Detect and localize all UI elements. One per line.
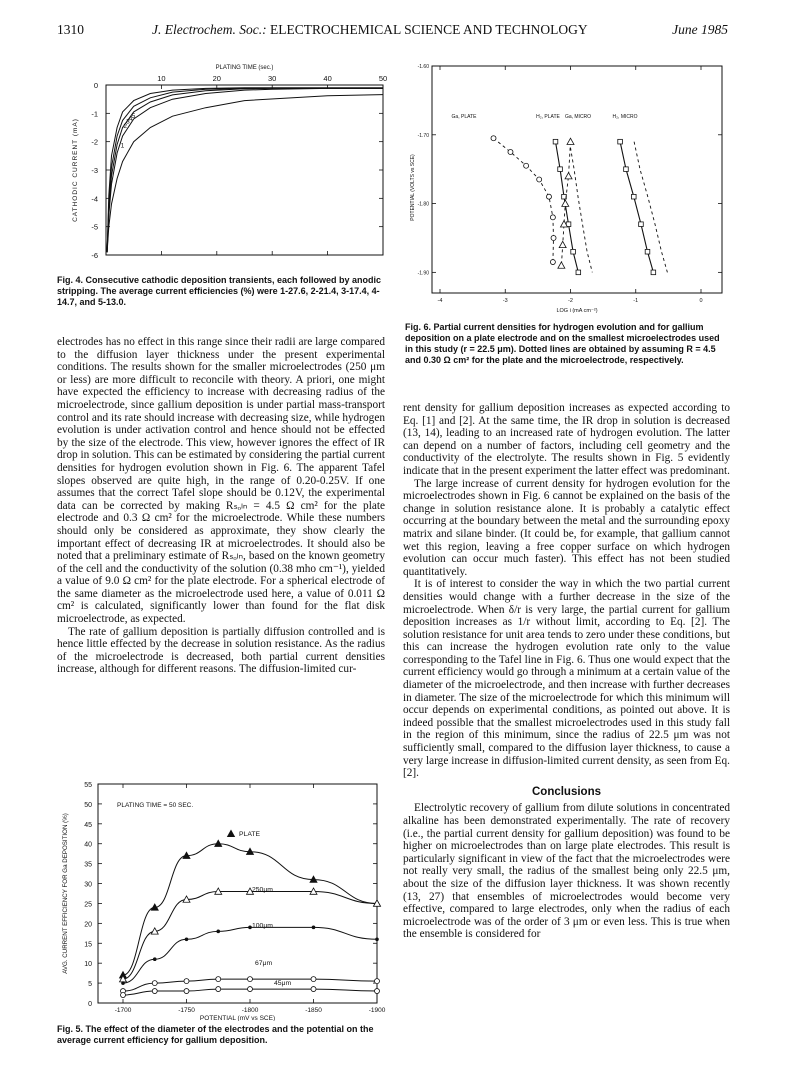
- data-point: [216, 930, 220, 934]
- data-point: [185, 937, 189, 941]
- x-tick-label: 30: [268, 74, 277, 83]
- body-paragraph: The rate of gallium deposition is partially diffusion controlled and is hence little effected by the decrease in solution resistance. As the radius of the microelectrode is decreased, both partial current densities increase, although for different reasons. The diffusion-limited cur-: [57, 625, 385, 676]
- x-tick-label: -4: [437, 298, 443, 304]
- y-tick-label: 0: [93, 81, 98, 90]
- plot-frame: [106, 85, 383, 255]
- data-point: [216, 987, 221, 992]
- y-tick-label: -1.90: [417, 270, 429, 277]
- data-point: [524, 163, 529, 168]
- series-line-corrected: [634, 142, 667, 273]
- y-tick-label: 40: [84, 841, 92, 849]
- data-point: [152, 981, 157, 986]
- data-point: [639, 222, 644, 227]
- data-point: [375, 937, 379, 941]
- x-tick-label: 20: [212, 74, 221, 83]
- chart-title: PLATING TIME (sec.): [215, 65, 274, 71]
- x-tick-label: -1900: [368, 1007, 386, 1014]
- body-paragraph: The large increase of current density for hydrogen evolution for the microelectrodes shown in Fig. 6 cannot be explained on the basis of the change in solution resistance alone. It is probably a catalytic effect occurring at the boundary between the metal and the surrounding epoxy matrix and silane binder. (It could be, for example, that gallium cannot wet this region, leaving a free copper surface on which hydrogen evolution can occur much faster). This effect has not been studied quantitatively.: [403, 477, 730, 578]
- data-point: [153, 957, 157, 961]
- series-line: [123, 927, 377, 983]
- data-point: [121, 993, 126, 998]
- y-tick-label: -1.80: [417, 201, 429, 208]
- body-paragraph: electrodes has no effect in this range since their radii are large compared to the diffusion layer thickness under the present experimental conditions. The results shown for the smaller microelectrodes (250 μm or less) are more difficult to reconcile with theory. A priori, one might have expected the efficiency to increase with decreasing radius of the microelectrode, since gallium deposition is under partial mass-transport control and its rate should increase with decreasing size, while hydrogen evolution is under activation control and hence should not be effected by the size of the electrode. This view, however ignores the effect of IR drop in solution. This can be estimated by considering the partial current densities for hydrogen evolution shown in Fig. 6. The apparent Tafel slopes observed are quite high, in the range of 0.20-0.25V. If one assumes that the correct Tafel slope should be 0.12V, the experimental data can be corrected by making Rₛₒₗₙ = 4.5 Ω cm² for the plate electrode and 0.3 Ω cm² for the microelectrode. While these numbers should only be considered as approximate, they show clearly the important effect of decreasing IR at microelectrodes. It should also be noted that a preliminary estimate of Rₛₒₗₙ, based on the known geometry of the cell and the conductivity of the solution (0.38 mho cm⁻¹), yielded a value of 9.0 Ω cm² for the plate electrode. For a spherical electrode of the same diameter as the microelectrode used here, a value of 0.011 Ω cm² is calculated, significantly lower than found for the flat disk microelectrode, as expected.: [57, 336, 385, 626]
- data-point: [184, 989, 189, 994]
- body-paragraph: Electrolytic recovery of gallium from dilute solutions in concentrated alkaline has been demonstrated experimentally. The rate of recovery (i.e., the partial current density for gallium deposition) was found to be higher on microelectrodes than on large plate electrodes. This result is particularly significant in view of the fact that the microelectrodes were not really very small, the radius of the smallest being only 22.5 μm, about the size of the diffusion layer thickness. It was shown recently (13, 27) that ensembles of microelectrodes would become very effective, compared to large electrodes, only when the radius of each microelectrode was of the order of 3 μm or even less. This is true when the ensemble is considered for: [403, 802, 730, 941]
- plot-frame: [432, 66, 722, 293]
- data-point: [559, 241, 566, 247]
- y-tick-label: 45: [84, 821, 92, 829]
- figure-4-chart: [65, 60, 395, 273]
- data-point: [152, 989, 157, 994]
- data-point: [375, 979, 380, 984]
- x-tick-label: -1850: [305, 1007, 322, 1014]
- figure-6-caption: Fig. 6. Partial current densities for hydrogen evolution and for gallium deposition on a plate electrode and on the smallest microelectrodes used in this study (r = 22.5 μm). Dotted lines are obtained by assuming R = 4.5 and 0.30 Ω cm² for the plate and the microelectrode, respectively.: [405, 322, 720, 365]
- data-point: [311, 987, 316, 992]
- data-point: [567, 138, 574, 144]
- data-point: [121, 981, 125, 985]
- data-point: [558, 262, 565, 268]
- figure-4-caption: Fig. 4. Consecutive cathodic deposition transients, each followed by anodic stripping. The average current efficiencies (%) were 1-27.6, 2-21.4, 3-17.4, 4-14.7, and 5-13.0.: [57, 275, 382, 307]
- data-point: [553, 139, 558, 144]
- x-tick-label: -1800: [241, 1007, 259, 1014]
- y-tick-label: 0: [88, 1001, 92, 1008]
- data-point: [551, 235, 556, 240]
- x-tick-label: -3: [502, 298, 508, 304]
- series-label: 5: [131, 112, 136, 120]
- data-point: [491, 136, 496, 141]
- data-point: [651, 270, 656, 275]
- journal-name: J. Electrochem. Soc.:: [152, 22, 267, 37]
- data-point: [508, 149, 513, 154]
- running-header: [57, 22, 728, 40]
- figure-6-chart: [400, 60, 730, 318]
- y-tick-label: -1.70: [417, 132, 429, 139]
- x-axis-label: LOG i (mA cm⁻²): [556, 308, 598, 314]
- body-paragraph: rent density for gallium deposition increases as expected according to Eq. [1] and [2]. At the same time, the IR drop in solution is decreased (13, 14), leading to an increased rate of hydrogen evolution. The latter can depend on a number of factors, including cell geometry and the conductivity of the electrolyte. The results shown in Fig. 5 evidently indicate that in the present experiment the latter effect was predominant.: [403, 402, 730, 477]
- series-line: [494, 138, 554, 262]
- plating-time-annotation: PLATING TIME = 50 SEC.: [117, 801, 194, 809]
- data-point: [546, 194, 551, 199]
- issue-date: June 1985: [672, 22, 728, 37]
- y-tick-label: -1.60: [417, 64, 429, 70]
- y-tick-label: 55: [84, 782, 92, 789]
- data-point: [645, 249, 650, 254]
- x-tick-label: -1: [633, 298, 639, 304]
- data-point: [558, 167, 563, 172]
- legend-entry: H₂, PLATE: [536, 114, 560, 120]
- data-point: [184, 979, 189, 984]
- series-label: 4: [128, 115, 133, 123]
- legend-entry: H₂, MICRO: [612, 114, 638, 120]
- data-point: [565, 173, 572, 179]
- right-column-text: [403, 402, 730, 941]
- series-label: 67μm: [255, 960, 273, 968]
- x-tick-label: 50: [378, 74, 388, 83]
- y-tick-label: 20: [84, 921, 92, 929]
- series-label: 1: [120, 142, 125, 150]
- series-line-2: [107, 88, 383, 252]
- data-point: [375, 989, 380, 994]
- series-label: 45μm: [274, 980, 292, 988]
- x-tick-label: 10: [157, 74, 166, 83]
- x-tick-label: 0: [699, 298, 703, 304]
- y-axis-label: AVG. CURRENT EFFICIENCY FOR Ga DEPOSITION (%): [62, 813, 69, 974]
- y-tick-label: -1: [91, 109, 98, 119]
- legend-entry: Ga, PLATE: [451, 114, 477, 120]
- series-line: [123, 844, 377, 975]
- series-line-5: [107, 88, 383, 252]
- data-point: [618, 139, 623, 144]
- section-heading-conclusions: Conclusions: [531, 785, 601, 798]
- y-tick-label: 35: [84, 861, 92, 869]
- y-tick-label: -3: [91, 166, 98, 175]
- data-point: [562, 200, 569, 206]
- y-tick-label: 50: [84, 801, 92, 809]
- data-point: [311, 977, 316, 982]
- data-point: [550, 215, 555, 220]
- x-tick-label: -1700: [114, 1007, 132, 1014]
- figure-5-chart: [57, 776, 392, 1021]
- journal-title: [152, 22, 588, 38]
- series-line-1: [107, 95, 383, 253]
- data-point: [624, 167, 629, 172]
- x-tick-label: -2: [568, 298, 573, 304]
- figure-5-caption: Fig. 5. The effect of the diameter of the electrodes and the potential on the average current efficiency for gallium deposition.: [57, 1024, 374, 1045]
- body-paragraph: It is of interest to consider the way in which the two partial current densities would change with a further decrease in the size of the microelectrode. When δ/r is very large, the partial current for gallium deposition increases as 1/r without limit, according to Eq. [2]. The solution resistance for unit area tends to zero under these conditions, but this can increase the hydrogen evolution rate only to the value corresponding to the Tafel line in Fig. 6. Thus one would expect that the current efficiency would go through a minimum at a certain value of the diameter of the microelectrode, and then increase with further decreases in diameter. The size of the microelectrode for which this minimum will occur depends on experimental conditions, as pointed out above. It is indeed possible that the smallest microelectrodes used in this study fall in the region of this minimum, since the radius of 22.5 μm was not sufficiently small, compared to the diffusion layer thickness, to cause a very large increase in diffusion-limited current density, as seen from Eq. [2].: [403, 578, 730, 780]
- series-label: 2: [123, 123, 128, 130]
- page-number: 1310: [57, 22, 84, 37]
- data-point: [631, 194, 636, 199]
- y-tick-label: 30: [84, 881, 92, 889]
- y-axis-label: POTENTIAL (VOLTS vs SCE): [410, 154, 416, 221]
- left-column-text: [57, 336, 385, 676]
- data-point: [550, 260, 555, 265]
- journal-section: ELECTROCHEMICAL SCIENCE AND TECHNOLOGY: [266, 22, 588, 37]
- data-point: [216, 977, 221, 982]
- y-tick-label: 25: [84, 901, 92, 909]
- data-point: [248, 977, 253, 982]
- series-label: PLATE: [239, 830, 261, 838]
- y-tick-label: -2: [91, 137, 98, 147]
- legend-marker: [228, 830, 235, 836]
- y-tick-label: 10: [84, 961, 92, 969]
- y-tick-label: 15: [84, 941, 92, 949]
- series-label: 250μm: [252, 886, 273, 894]
- series-label: 100μm: [252, 922, 273, 930]
- y-tick-label: -5: [91, 222, 98, 232]
- data-point: [571, 249, 576, 254]
- y-tick-label: 5: [88, 981, 92, 989]
- data-point: [248, 987, 253, 992]
- y-tick-label: -6: [91, 251, 98, 260]
- data-point: [576, 270, 581, 275]
- y-tick-label: -4: [91, 194, 98, 204]
- data-point: [312, 926, 316, 930]
- series-line-3: [107, 88, 383, 252]
- data-point: [537, 177, 542, 182]
- x-axis-label: POTENTIAL (mV vs SCE): [199, 1015, 276, 1021]
- y-axis-label: CATHODIC CURRENT (mA): [72, 118, 79, 222]
- series-line-4: [107, 88, 383, 252]
- legend-entry: Ga, MICRO: [564, 114, 592, 120]
- series-label: 3: [126, 118, 130, 126]
- x-tick-label: -1750: [178, 1007, 195, 1014]
- x-tick-label: 40: [323, 74, 332, 83]
